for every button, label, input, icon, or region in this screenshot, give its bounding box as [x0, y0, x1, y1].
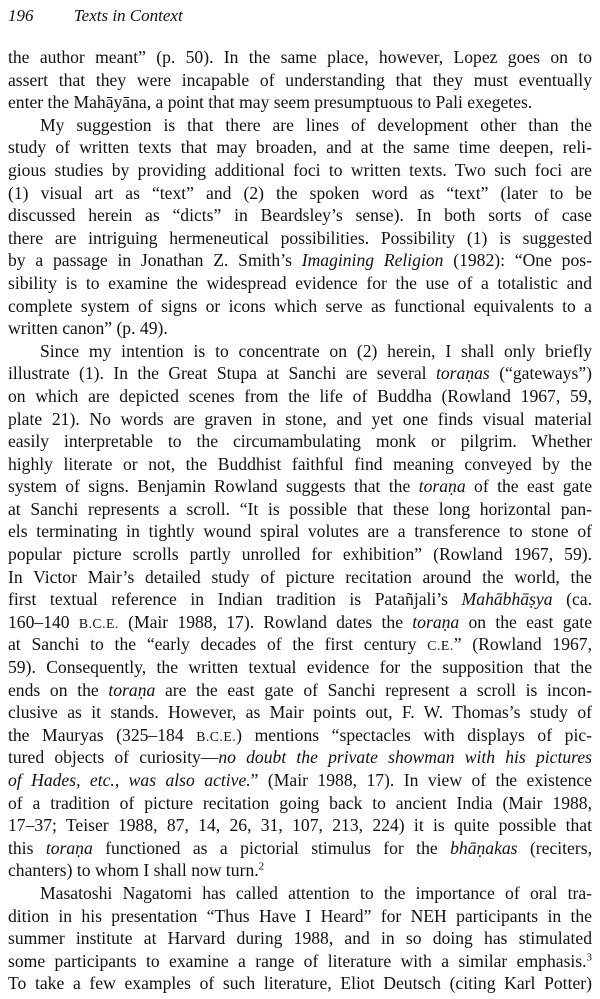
- text-segment: 160–140: [8, 611, 79, 632]
- footnote-marker: 3: [586, 951, 592, 964]
- text-segment: at Sanchi represents a scroll. “It is possible that these long horizontal pan-: [8, 498, 592, 519]
- text-segment: ” (Mair 1988, 17). In view of the existence: [250, 770, 592, 790]
- text-segment: popular picture scrolls partly unrolled for exhibition” (Rowland 1967, 59).: [8, 544, 592, 565]
- paragraph: [8, 114, 592, 340]
- text-segment: illustrate (1). In the Great Stupa at Sanchi are several: [8, 363, 436, 384]
- text-segment: ) mentions “spectacles with displays of pic-: [236, 724, 592, 745]
- italic-text: toraṇa: [45, 837, 93, 858]
- text-segment: are the east gate of Sanchi represent a scroll is incon-: [155, 679, 592, 700]
- text-line: [8, 566, 592, 589]
- text-segment: this: [8, 837, 46, 858]
- text-segment: highly literate or not, the Buddhist faithful find meaning conveyed by the: [8, 453, 592, 474]
- text-line: [8, 611, 592, 634]
- text-segment: chanters) to whom I shall now turn.: [8, 860, 259, 881]
- paragraph: [8, 882, 592, 995]
- text-line: [8, 633, 592, 656]
- text-segment: Masatoshi Nagatomi has called attention to the importance of oral tra-: [40, 882, 592, 903]
- text-line: [8, 746, 592, 769]
- small-caps-text: C.E.: [427, 638, 454, 654]
- text-line: [8, 972, 592, 995]
- text-line: [8, 656, 592, 679]
- text-segment: by a passage in Jonathan Z. Smith’s: [8, 250, 302, 271]
- text-segment: discussed herein as “dicts” in Beardsley’s sense). In both sorts of case: [8, 205, 592, 226]
- text-segment: (“gateways”): [489, 363, 592, 384]
- page-number: 196: [8, 6, 34, 25]
- italic-text: no doubt the private showman with his pictures: [218, 747, 592, 768]
- text-line: [8, 588, 592, 611]
- text-line: [8, 859, 592, 882]
- text-segment: functioned as a pictorial stimulus for the: [92, 837, 451, 858]
- text-segment: (reciters,: [517, 837, 592, 858]
- text-segment: of a tradition of picture recitation going back to ancient India (Mair 1988,: [8, 792, 592, 813]
- text-line: [8, 295, 592, 318]
- text-segment: on the east gate: [459, 611, 592, 632]
- text-line: [8, 272, 592, 295]
- text-segment: (ca.: [552, 589, 592, 610]
- text-line: [8, 385, 592, 408]
- text-segment: of the east gate: [465, 476, 592, 497]
- text-line: [8, 91, 592, 114]
- italic-text: toraṇas: [435, 363, 490, 384]
- text-line: [8, 182, 592, 205]
- text-segment: the author meant” (p. 50). In the same place, however, Lopez goes on to: [8, 47, 592, 67]
- text-segment: assert that they were incapable of understanding that they must eventually: [8, 69, 592, 90]
- text-line: [8, 950, 592, 973]
- text-segment: some participants to examine a range of literature with a similar emphasis.: [8, 950, 587, 971]
- text-segment: In Victor Mair’s detailed study of picture recitation around the world, the: [8, 566, 592, 587]
- text-segment: 17–37; Teiser 1988, 87, 14, 26, 31, 107, 213, 224) it is quite possible that: [8, 815, 592, 836]
- text-line: [8, 136, 592, 159]
- text-segment: system of signs. Benjamin Rowland suggests that the: [8, 476, 419, 497]
- text-segment: 59). Consequently, the written textual evidence for the supposition that the: [8, 657, 592, 678]
- text-line: [8, 362, 592, 385]
- text-line: [8, 227, 592, 250]
- paragraph: [8, 340, 592, 882]
- text-segment: (1982): “One pos-: [443, 250, 592, 271]
- text-line: [8, 520, 592, 543]
- footnote-marker: 2: [258, 860, 265, 873]
- text-line: [8, 249, 592, 272]
- text-segment: study of written texts that may broaden, and at the same time deepen, reli-: [8, 137, 592, 158]
- text-line: [8, 769, 592, 792]
- text-line: [8, 792, 592, 815]
- paragraph: [8, 46, 592, 114]
- running-header: [8, 6, 183, 26]
- italic-text: Mahābhāṣya: [461, 589, 553, 610]
- text-line: [8, 679, 592, 702]
- text-segment: clusive as it stands. However, as Mair points out, F. W. Thomas’s study of: [8, 702, 592, 723]
- text-segment: My suggestion is that there are lines of development other than the: [40, 114, 592, 135]
- text-line: [8, 204, 592, 227]
- text-line: [8, 46, 592, 69]
- text-line: [8, 927, 592, 950]
- text-segment: To take a few examples of such literature, Eliot Deutsch (citing Karl Potter): [8, 973, 592, 994]
- text-line: [8, 69, 592, 92]
- text-segment: (1) visual art as “text” and (2) the spoken word as “text” (later to be: [8, 182, 592, 203]
- text-line: [8, 814, 592, 837]
- text-line: [8, 905, 592, 928]
- text-segment: Since my intention is to concentrate on (2) herein, I shall only briefly: [40, 340, 592, 361]
- text-line: [8, 453, 592, 476]
- text-segment: plate 21). No words are graven in stone, and yet one finds visual material: [8, 408, 592, 429]
- text-segment: first textual reference in Indian tradition is Patañjali’s: [8, 589, 462, 610]
- text-segment: ” (Rowland 1967,: [453, 634, 592, 655]
- text-line: [8, 498, 592, 521]
- text-segment: on which are depicted scenes from the life of Buddha (Rowland 1967, 59,: [8, 385, 592, 406]
- text-line: [8, 837, 592, 860]
- text-segment: ends on the: [8, 679, 109, 700]
- text-line: [8, 159, 592, 182]
- text-line: [8, 724, 592, 747]
- italic-text: Imagining Religion: [301, 250, 444, 271]
- text-segment: gious studies by providing additional foci to written texts. Two such foci are: [8, 159, 592, 180]
- small-caps-text: B.C.E.: [78, 615, 119, 631]
- text-line: [8, 114, 592, 137]
- italic-text: toraṇa: [412, 611, 460, 632]
- italic-text: toraṇa: [418, 476, 466, 497]
- text-segment: (Mair 1988, 17). Rowland dates the: [118, 611, 413, 632]
- small-caps-text: B.C.E.: [196, 728, 237, 744]
- text-line: [8, 882, 592, 905]
- page-body: [8, 46, 592, 995]
- text-segment: the Mauryas (325–184: [8, 724, 197, 745]
- text-segment: at Sanchi to the “early decades of the first century: [8, 634, 428, 655]
- text-line: [8, 317, 592, 340]
- italic-text: toraṇa: [108, 679, 156, 700]
- text-segment: sibility is to examine the widespread evidence for the use of a totalistic and: [8, 272, 592, 293]
- text-line: [8, 430, 592, 453]
- text-segment: summer institute at Harvard during 1988, and in so doing has stimulated: [8, 928, 592, 949]
- text-line: [8, 340, 592, 363]
- italic-text: bhāṇakas: [450, 837, 518, 858]
- text-segment: easily interpretable to the circumambulating monk or pilgrim. Whether: [8, 431, 592, 452]
- text-segment: els terminating in tightly wound spiral volutes are a transference to stone of: [8, 521, 592, 542]
- text-segment: tured objects of curiosity—: [8, 747, 219, 768]
- text-line: [8, 408, 592, 431]
- text-line: [8, 701, 592, 724]
- text-segment: enter the Mahāyāna, a point that may seem presumptuous to Pali exegetes.: [8, 92, 533, 113]
- italic-text: of Hades, etc., was also active.: [8, 770, 251, 790]
- text-segment: there are intriguing hermeneutical possibilities. Possibility (1) is suggested: [8, 227, 592, 248]
- text-line: [8, 543, 592, 566]
- text-segment: written canon” (p. 49).: [8, 318, 168, 339]
- text-segment: dition in his presentation “Thus Have I Heard” for NEH participants in the: [8, 905, 592, 926]
- running-title: Texts in Context: [73, 6, 183, 25]
- text-line: [8, 475, 592, 498]
- text-segment: complete system of signs or icons which serve as functional equivalents to a: [8, 295, 592, 316]
